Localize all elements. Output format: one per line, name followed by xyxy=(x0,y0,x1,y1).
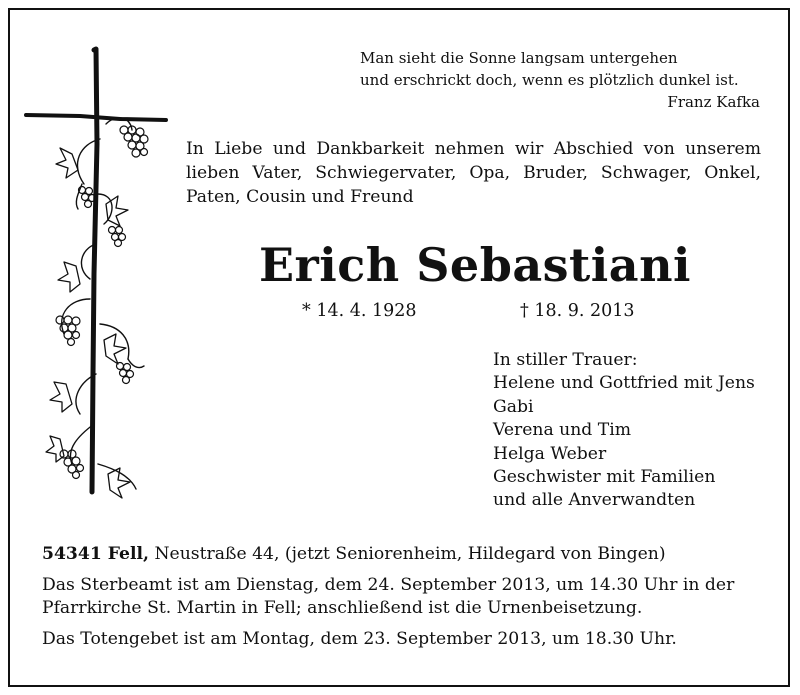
mourner-name: Gabi xyxy=(493,396,534,417)
mourner-name: Helene und Gottfried mit Jens xyxy=(493,373,755,394)
birth-date: * 14. 4. 1928 xyxy=(302,301,417,321)
mourners-list xyxy=(493,349,783,513)
mourner-name: Helga Weber xyxy=(493,443,607,464)
farewell-text xyxy=(186,137,761,209)
quote-line: Man sieht die Sonne langsam untergehen xyxy=(360,49,678,67)
funeral-line: Pfarrkirche St. Martin in Fell; anschließend ist die Urnenbeisetzung. xyxy=(42,598,643,618)
cross-with-grapevine-icon xyxy=(20,44,170,504)
mourner-name: und alle Anverwandten xyxy=(493,490,696,511)
farewell-line: Paten, Cousin und Freund xyxy=(186,187,414,207)
deceased-name: Erich Sebastiani xyxy=(258,238,692,292)
mourner-name: Geschwister mit Familien xyxy=(493,467,716,488)
service-info xyxy=(42,543,764,658)
prayer-info: Das Totengebet ist am Montag, dem 23. September 2013, um 18.30 Uhr. xyxy=(42,628,677,649)
funeral-mass-info xyxy=(42,574,764,621)
address-details: Neustraße 44, (jetzt Seniorenheim, Hildegard von Bingen) xyxy=(149,544,666,564)
kafka-quote xyxy=(360,47,760,113)
farewell-line: lieben Vater, Schwiegervater, Opa, Bruder, Schwager, Onkel, xyxy=(186,163,761,183)
mourners-heading: In stiller Trauer: xyxy=(493,350,638,370)
address-town: 54341 Fell, xyxy=(42,544,150,564)
death-date: † 18. 9. 2013 xyxy=(520,301,635,321)
mourner-name: Verena und Tim xyxy=(493,420,632,441)
farewell-line: In Liebe und Dankbarkeit nehmen wir Abschied von unserem xyxy=(186,139,761,159)
funeral-line: Das Sterbeamt ist am Dienstag, dem 24. September 2013, um 14.30 Uhr in der xyxy=(42,574,735,595)
quote-author: Franz Kafka xyxy=(667,93,760,111)
address-line xyxy=(42,543,764,567)
quote-line: und erschrickt doch, wenn es plötzlich dunkel ist. xyxy=(360,71,739,89)
